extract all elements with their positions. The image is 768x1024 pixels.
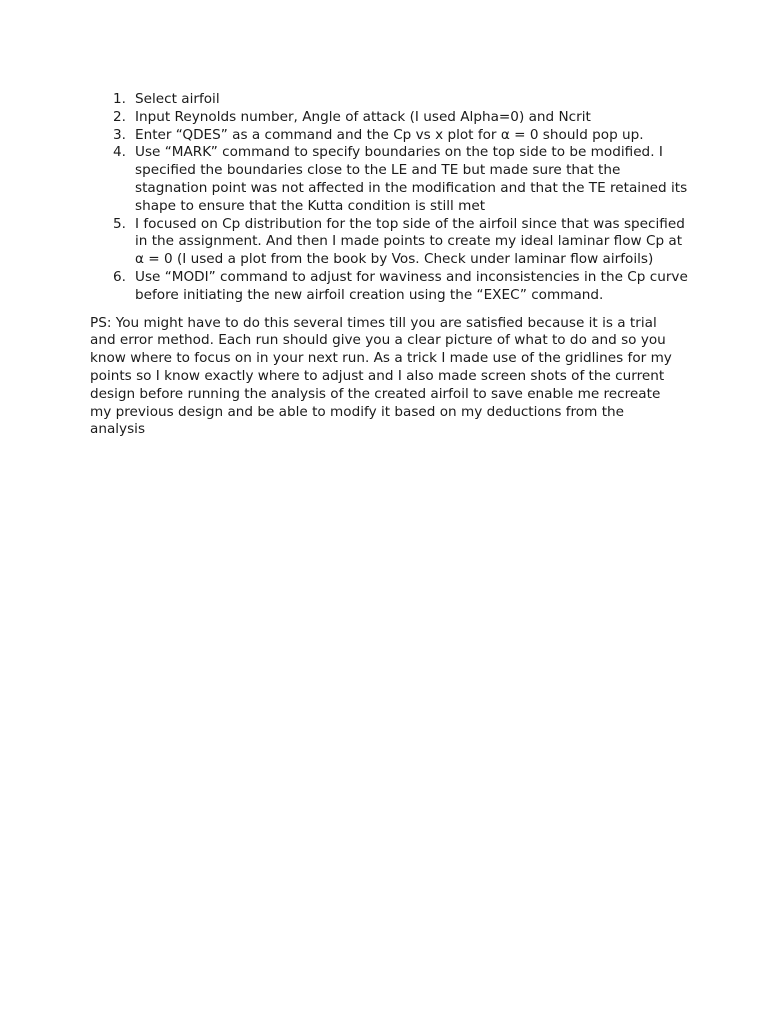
steps-list <box>90 91 690 305</box>
list-item-number: 3. <box>113 126 126 143</box>
list-item-text: Select airfoil <box>135 91 220 107</box>
list-item-number: 6. <box>113 268 126 285</box>
list-item <box>90 127 690 145</box>
list-item <box>90 109 690 127</box>
list-item-text: Use “MARK” command to specify boundaries on the top side to be modified. I specified the boundaries close to the LE and TE but made sure that the stagnation point was not affected in the modification and that the TE retained its shape to ensure that the Kutta condition is still met <box>135 144 688 214</box>
list-item <box>90 269 690 305</box>
list-item-number: 4. <box>113 144 126 161</box>
list-item-number: 1. <box>113 91 126 107</box>
list-item <box>90 216 690 269</box>
list-item-text: Input Reynolds number, Angle of attack (I used Alpha=0) and Ncrit <box>135 108 591 125</box>
list-item-number: 5. <box>113 215 126 232</box>
list-item-text: Enter “QDES” as a command and the Cp vs x plot for α = 0 should pop up. <box>135 126 644 143</box>
list-item-text: Use “MODI” command to adjust for waviness and inconsistencies in the Cp curve before initiating the new airfoil creation using the “EXEC” command. <box>135 268 688 303</box>
list-item-number: 2. <box>113 108 126 125</box>
list-item <box>90 144 690 215</box>
document-body <box>90 91 690 439</box>
list-item-text: I focused on Cp distribution for the top side of the airfoil since that was specified in the assignment. And then I made points to create my ideal laminar flow Cp at α = 0 (I used a plot from the book by Vos. Check under laminar flow airfoils) <box>135 215 685 268</box>
ps-paragraph: PS: You might have to do this several times till you are satisfied because it is a trial and error method. Each run should give you a clear picture of what to do and so you know where to focus on in your next run. As a trick I made use of the gridlines for my points so I know exactly where to adjust and I also made screen shots of the current design before running the analysis of the created airfoil to save enable me recreate my previous design and be able to modify it based on my deductions from the analysis <box>90 314 672 438</box>
list-item <box>90 91 690 109</box>
